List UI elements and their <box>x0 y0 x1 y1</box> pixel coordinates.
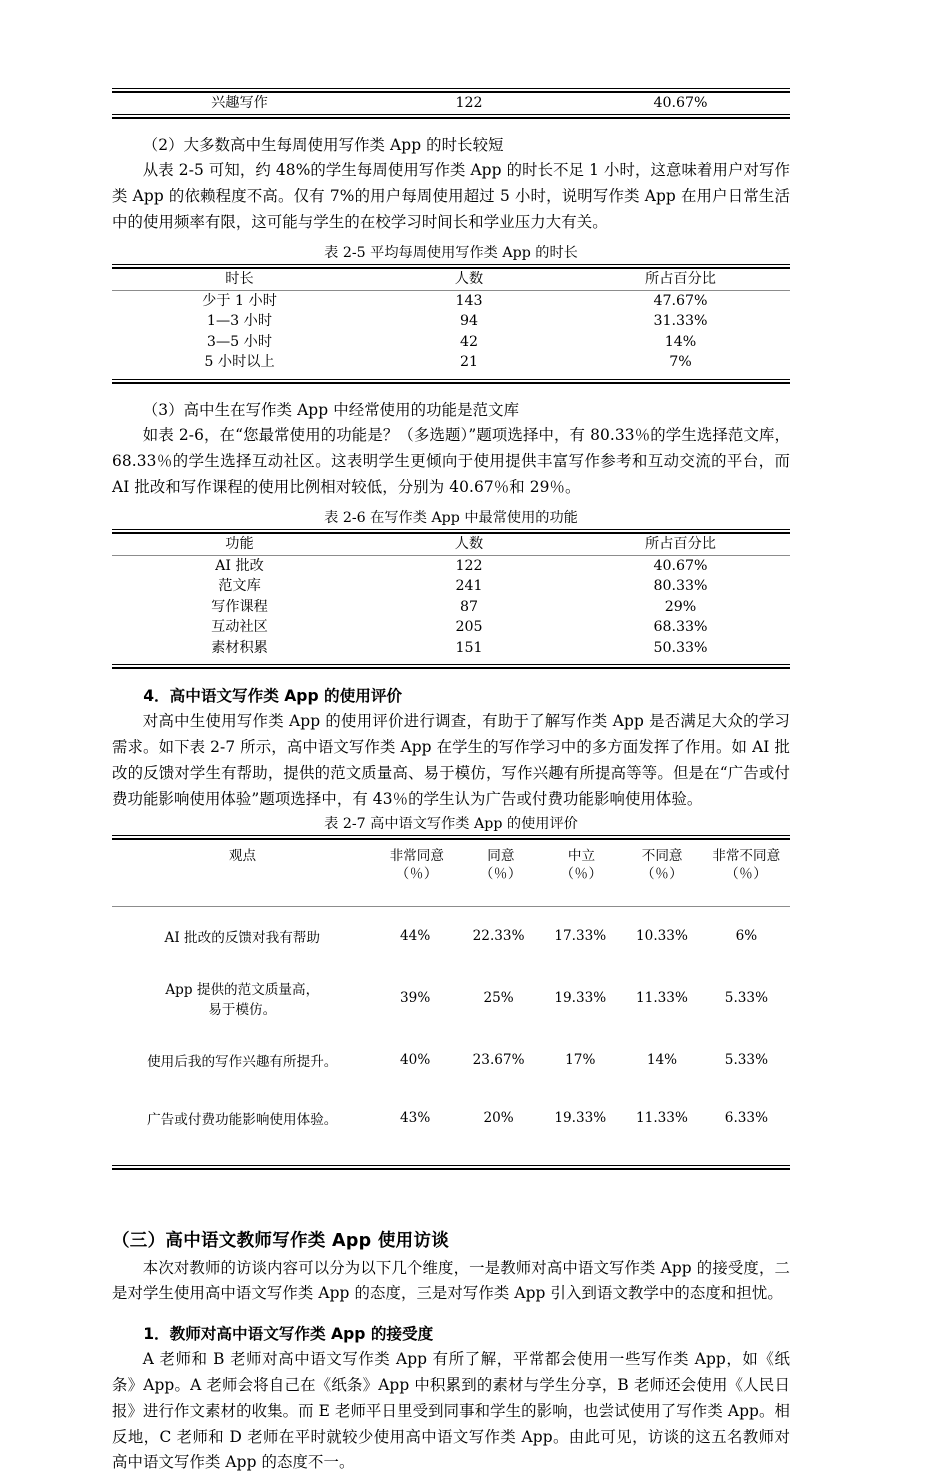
section-2-paragraph: 从表 2-5 可知，约 48%的学生每周使用写作类 App 的时长不足 1 小时，这意味着用户对写作类 App 的依赖程度不高。仅有 7%的用户每周使用超过 5 小时，说明写作类 App 在用户日常生活中的使用频率有限，这可能与学生的在校学习时间长和学业压力大有关。 <box>112 161 790 231</box>
section-interview-paragraph: 本次对教师的访谈内容可以分为以下几个维度，一是教师对高中语文写作类 App 的接受度，二是对学生使用高中语文写作类 App 的态度，三是对写作类 App 引入到语文教学中的态度和担忧。 <box>112 1258 790 1303</box>
table-row <box>112 332 790 353</box>
table-row <box>112 556 790 577</box>
cell-percent: 40.67% <box>653 95 708 111</box>
table-2-5-grid <box>112 269 790 290</box>
cell-strongly-agree: 40% <box>400 1051 431 1068</box>
cell-view: AI 批改的反馈对我有帮助 <box>164 929 320 946</box>
header-percent: 所占百分比 <box>645 270 716 287</box>
spacer <box>112 384 790 398</box>
cell-count: 122 <box>455 557 483 574</box>
header-disagree-unit: （％） <box>640 866 684 883</box>
header-view <box>112 840 373 884</box>
header-disagree-label: 不同意 <box>641 847 683 864</box>
table-2-7-head <box>112 840 790 884</box>
spacer <box>112 669 790 683</box>
table-2-5 <box>112 264 790 384</box>
cell-percent: 31.33% <box>653 313 708 330</box>
section-4-paragraph: 对高中生使用写作类 App 的使用评价进行调查，有助于了解写作类 App 是否满足大众的学习需求。如下表 2-7 所示，高中语文写作类 App 在学生的写作学习中的多方面发挥了作用。如 AI 批改的反馈对学生有帮助，提供的范文质量高、易于模仿，写作兴趣有所提高等等。但是在“广告或付费功能影响使用体验”题项选择中，有 43％的学生认为广告或付费功能影响使用体验。 <box>112 712 790 808</box>
section-interview-1-paragraph: A 老师和 B 老师对高中语文写作类 App 有所了解，平常都会使用一些写作类 App，如《纸条》App。A 老师会将自己在《纸条》App 中积累到的素材与学生分享，B 老师还会使用《人民日报》进行作文素材的收集。而 E 老师平日里受到同事和学生的影响，也尝试使用了写作类 App。相反地，C 老师和 D 老师在平时就较少使用高中语文写作类 App。由此可见，访谈的这五名教师对高中语文写作类 App 的态度不一。 <box>112 1350 790 1472</box>
table-row <box>112 311 790 332</box>
header-strongly-disagree <box>702 840 790 884</box>
header-agree-label: 同意 <box>487 847 515 864</box>
cell-view-line1: App 提供的范文质量高， <box>165 981 320 998</box>
table-2-5-body <box>112 291 790 373</box>
header-duration: 时长 <box>225 270 254 287</box>
table-header-row <box>112 269 790 290</box>
header-neutral-label: 中立 <box>567 847 596 864</box>
cell-feature: 互动社区 <box>211 619 268 636</box>
table-2-5-caption: 表 2-5 平均每周使用写作类 App 的时长 <box>324 244 578 261</box>
cell-percent: 47.67% <box>653 292 708 309</box>
cell-agree: 22.33% <box>472 927 525 944</box>
spacer <box>112 119 790 133</box>
cell-duration: 5 小时以上 <box>204 354 275 371</box>
table-header-row <box>112 534 790 555</box>
header-view-label: 观点 <box>228 847 257 864</box>
cell-strongly-disagree: 5.33% <box>724 989 768 1006</box>
spacer <box>112 1307 790 1321</box>
cell-count: 42 <box>459 333 479 350</box>
header-strongly-disagree-label: 非常不同意 <box>712 847 781 864</box>
table-header-row <box>112 840 790 884</box>
header-feature: 功能 <box>225 535 254 552</box>
header-neutral-unit: （％） <box>560 866 603 883</box>
cell-duration: 3—5 小时 <box>206 333 273 350</box>
section-2-heading: （2）大多数高中生每周使用写作类 App 的时长较短 <box>142 135 504 154</box>
cell-view: 使用后我的写作兴趣有所提升。 <box>147 1053 338 1070</box>
cell-disagree: 11.33% <box>636 989 688 1006</box>
header-strongly-agree <box>373 840 461 884</box>
table-previous-fragment <box>112 93 790 114</box>
table-row <box>112 965 790 1031</box>
table-row <box>112 1089 790 1147</box>
table-row <box>112 576 790 597</box>
header-disagree <box>622 840 703 884</box>
table-row <box>112 597 790 618</box>
cell-agree: 20% <box>483 1109 514 1126</box>
cell-neutral: 17% <box>565 1051 596 1068</box>
cell-count: 122 <box>455 95 483 111</box>
table-2-6-grid <box>112 534 790 555</box>
header-count: 人数 <box>454 270 484 287</box>
table-fragment-previous <box>112 88 790 119</box>
cell-duration: 少于 1 小时 <box>202 292 277 309</box>
cell-percent: 68.33% <box>653 619 708 636</box>
cell-view-line2: 易于模仿。 <box>208 1001 277 1018</box>
cell-neutral: 19.33% <box>554 989 607 1006</box>
header-count: 人数 <box>454 535 484 552</box>
spacer <box>112 884 790 906</box>
header-neutral <box>541 840 622 884</box>
spacer <box>112 1170 790 1226</box>
cell-strongly-agree: 43% <box>400 1109 431 1126</box>
cell-neutral: 19.33% <box>554 1109 607 1126</box>
cell-percent: 80.33% <box>653 578 708 595</box>
table-row <box>112 1031 790 1089</box>
cell-percent: 29% <box>664 598 697 615</box>
cell-neutral: 17.33% <box>554 927 607 944</box>
table-row <box>112 93 790 114</box>
cell-count: 87 <box>459 598 479 615</box>
table-2-7 <box>112 835 790 1170</box>
cell-count: 205 <box>455 619 483 636</box>
header-strongly-disagree-unit: （％） <box>725 866 768 883</box>
cell-count: 151 <box>455 639 483 656</box>
cell-feature: 写作课程 <box>211 598 268 615</box>
cell-disagree: 14% <box>646 1051 678 1068</box>
cell-count: 241 <box>455 578 483 595</box>
cell-percent: 50.33% <box>653 639 708 656</box>
header-percent: 所占百分比 <box>645 535 716 552</box>
cell-feature: 范文库 <box>218 578 261 595</box>
cell-strongly-agree: 39% <box>400 989 431 1006</box>
table-row <box>112 907 790 965</box>
cell-view <box>112 965 373 1031</box>
cell-agree: 23.67% <box>472 1051 525 1068</box>
table-2-6-caption: 表 2-6 在写作类 App 中最常使用的功能 <box>324 509 578 526</box>
cell-count: 94 <box>459 313 479 330</box>
cell-agree: 25% <box>483 989 514 1006</box>
cell-percent: 7% <box>669 354 692 371</box>
section-3-paragraph: 如表 2-6，在“您最常使用的功能是？（多选题）”题项选择中，有 80.33％的学生选择范文库，68.33％的学生选择互动社区。这表明学生更倾向于使用提供丰富写作参考和互动交流的平台，而 AI 批改和写作课程的使用比例相对较低，分别为 40.67％和 29％。 <box>112 426 790 497</box>
cell-strongly-disagree: 6.33% <box>724 1109 768 1126</box>
cell-view: 广告或付费功能影响使用体验。 <box>147 1111 338 1128</box>
header-strongly-agree-label: 非常同意 <box>389 847 444 864</box>
cell-feature: 素材积累 <box>211 639 268 656</box>
section-3-heading: （3）高中生在写作类 App 中经常使用的功能是范文库 <box>142 400 520 419</box>
cell-strongly-agree: 44% <box>400 927 431 944</box>
table-2-7-body <box>112 907 790 1147</box>
header-agree-unit: （％） <box>479 866 522 883</box>
cell-feature: AI 批改 <box>215 557 264 574</box>
cell-strongly-disagree: 6% <box>735 927 758 944</box>
cell-percent: 14% <box>664 333 697 350</box>
section-interview-1-heading: 1．教师对高中语文写作类 App 的接受度 <box>143 1325 434 1344</box>
section-4-heading: 4．高中语文写作类 App 的使用评价 <box>143 687 403 706</box>
table-2-6 <box>112 529 790 670</box>
table-row <box>112 291 790 312</box>
cell-strongly-disagree: 5.33% <box>724 1051 768 1068</box>
spacer <box>112 1147 790 1165</box>
cell-feature: 兴趣写作 <box>211 95 268 111</box>
table-row <box>112 352 790 373</box>
cell-count: 143 <box>455 292 483 309</box>
section-interview-heading: （三）高中语文教师写作类 App 使用访谈 <box>112 1230 450 1251</box>
table-2-7-caption: 表 2-7 高中语文写作类 App 的使用评价 <box>324 815 578 832</box>
table-2-6-body <box>112 556 790 659</box>
table-row <box>112 617 790 638</box>
header-agree <box>461 840 542 884</box>
cell-percent: 40.67% <box>653 557 708 574</box>
table-row <box>112 638 790 659</box>
cell-disagree: 10.33% <box>636 927 688 944</box>
cell-disagree: 11.33% <box>636 1109 688 1126</box>
header-strongly-agree-unit: （％） <box>395 866 438 883</box>
cell-count: 21 <box>459 354 479 371</box>
cell-duration: 1—3 小时 <box>206 313 273 330</box>
